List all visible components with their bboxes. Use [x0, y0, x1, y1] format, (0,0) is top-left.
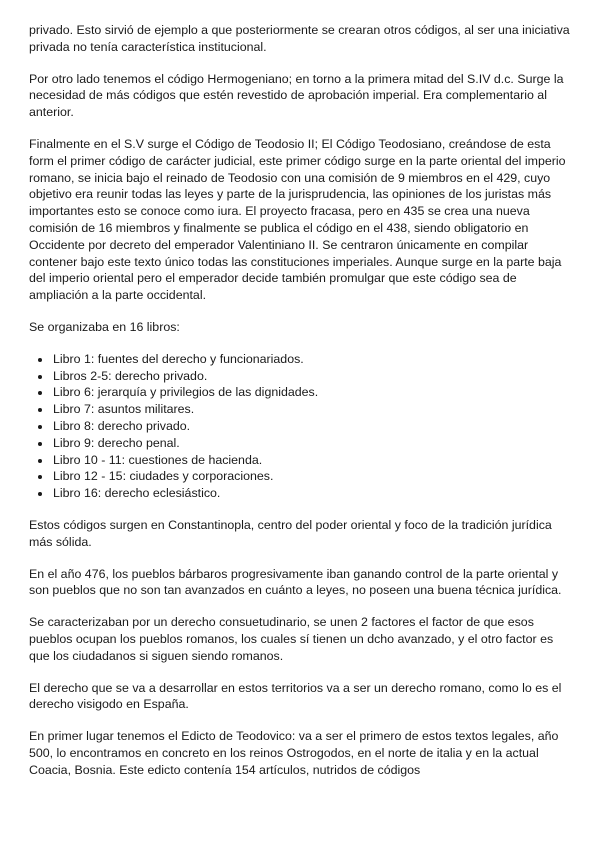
list-item: • Libro 8: derecho privado. [52, 418, 574, 435]
list-item: • Libro 12 - 15: ciudades y corporaciones. [52, 468, 574, 485]
paragraph: En primer lugar tenemos el Edicto de Teodovico: va a ser el primero de estos textos legales, año 500, lo encontramos en concreto en los reinos Ostrogodos, en el norte de italia y en la actual Coacia, Bosnia. Este edicto contenía 154 artículos, nutridos de códigos [29, 729, 559, 777]
list-item: • Libro 9: derecho penal. [52, 435, 574, 452]
paragraph: Finalmente en el S.V surge el Código de Teodosio II; El Código Teodosiano, creándose de esta form el primer código de carácter judicial, este primer código surge en la parte oriental del imperio romano, se inicia bajo el reinado de Teodosio con una comisión de 9 miembros en el 429, cuyo objetivo era reunir todas las leyes y parte de la jurisprudencia, las opiniones de los juristas más importantes esto se conoce como iura. El proyecto fracasa, pero en 435 se crea una nueva comisión de 16 miembros y finalmente se publica el código en el 438, siendo obligatorio en Occidente por decreto del emperador Valentiniano II. Se centraron únicamente en compilar contener bajo este texto único todas las constituciones imperiales. Aunque surge en la parte baja del imperio oriental pero el emperador decide también promulgar que este código sea de ampliación a la parte occidental. [29, 136, 566, 303]
list-item: • Libro 16: derecho eclesiástico. [52, 485, 574, 502]
libros-list [29, 351, 574, 502]
list-item: • Libro 7: asuntos militares. [52, 401, 574, 418]
paragraph: privado. Esto sirvió de ejemplo a que posteriormente se crearan otros códigos, al ser una iniciativa privada no tenía característica institucional. [29, 23, 570, 54]
list-item: • Libro 1: fuentes del derecho y funcionariados. [52, 351, 574, 368]
list-item: • Libro 6: jerarquía y privilegios de las dignidades. [52, 384, 574, 401]
paragraph: En el año 476, los pueblos bárbaros progresivamente iban ganando control de la parte oriental y son pueblos que no son tan avanzados en cuánto a leyes, no poseen una buena técnica jurídica. [29, 566, 562, 598]
paragraph: Se caracterizaban por un derecho consuetudinario, se unen 2 factores el factor de que esos pueblos ocupan los pueblos romanos, los cuales sí tienen un dcho avanzado, y el otro factor es que los ciudadanos si siguen siendo romanos. [29, 615, 554, 663]
list-item: • Libro 10 - 11: cuestiones de hacienda. [52, 452, 574, 469]
paragraph: Estos códigos surgen en Constantinopla, centro del poder oriental y foco de la tradición jurídica más sólida. [29, 517, 552, 549]
paragraph: Por otro lado tenemos el código Hermogeniano; en torno a la primera mitad del S.IV d.c. Surge la necesidad de más códigos que estén revestido de aprobación imperial. Era complementario al anterior. [29, 71, 564, 120]
list-item: • Libros 2-5: derecho privado. [52, 368, 574, 385]
paragraph: Se organizaba en 16 libros: [29, 319, 180, 334]
paragraph: El derecho que se va a desarrollar en estos territorios va a ser un derecho romano, como lo es el derecho visigodo en España. [29, 680, 562, 712]
